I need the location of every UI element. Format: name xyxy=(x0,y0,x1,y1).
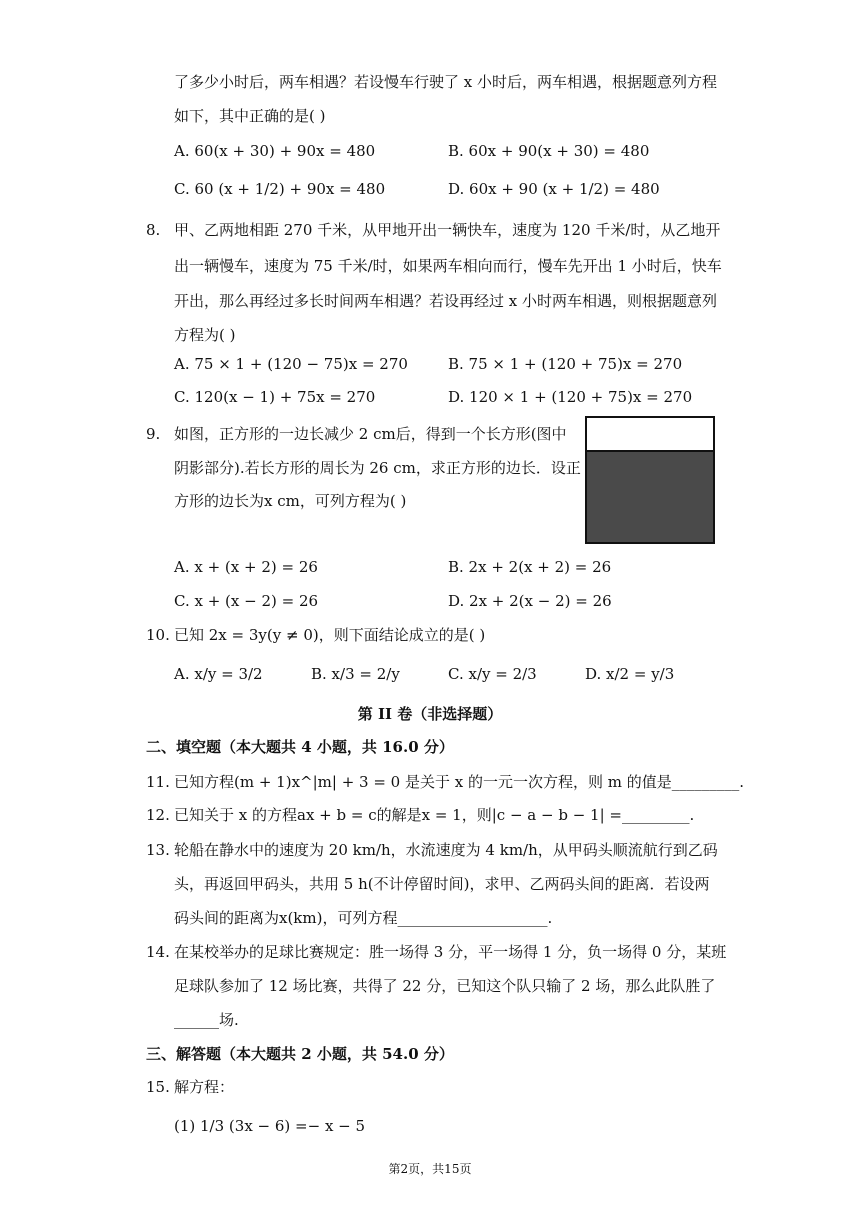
part2-title: 第 II 卷（非选择题） xyxy=(357,705,503,723)
q8-text-line1: 甲、乙两地相距 270 千米，从甲地开出一辆快车，速度为 120 千米/时，从乙地开 xyxy=(174,221,721,239)
q8-text-line4: 方程为( ) xyxy=(174,326,236,344)
q10-text-line1: 已知 2x = 3y(y ≠ 0)，则下面结论成立的是( ) xyxy=(174,626,486,644)
q9-number: 9. xyxy=(146,425,161,443)
q12-text: 已知关于 x 的方程ax + b = c的解是x = 1，则|c − a − b − 1| =_________. xyxy=(174,806,695,824)
q13-text-line2: 头，再返回甲码头，共用 5 h(不计停留时间)，求甲、乙两码头间的距离．若设两 xyxy=(174,875,710,893)
q11-text: 已知方程(m + 1)x^|m| + 3 = 0 是关于 x 的一元一次方程，则 m 的值是_________. xyxy=(174,773,745,791)
q9-text-line3: 方形的边长为x cm，可列方程为( ) xyxy=(174,492,407,510)
q14-text-line1: 在某校举办的足球比赛规定：胜一场得 3 分，平一场得 1 分，负一场得 0 分，某班 xyxy=(174,943,727,961)
q8-text-line2: 出一辆慢车，速度为 75 千米/时，如果两车相向而行，慢车先开出 1 小时后，快车 xyxy=(174,257,722,275)
q14-number: 14. xyxy=(146,943,170,961)
q8-option-b: B. 75 × 1 + (120 + 75)x = 270 xyxy=(448,355,683,373)
q13-text-line1: 轮船在静水中的速度为 20 km/h，水流速度为 4 km/h，从甲码头顺流航行到乙码 xyxy=(174,841,718,859)
q7-text-line2: 如下，其中正确的是( ) xyxy=(174,107,326,125)
q8-option-a: A. 75 × 1 + (120 − 75)x = 270 xyxy=(174,355,408,373)
q9-text-line2: 阴影部分).若长方形的周长为 26 cm，求正方形的边长．设正 xyxy=(174,459,581,477)
section2-heading: 二、填空题（本大题共 4 小题，共 16.0 分） xyxy=(146,738,454,756)
q14-text-line2: 足球队参加了 12 场比赛，共得了 22 分，已知这个队只输了 2 场，那么此队胜了 xyxy=(174,977,716,995)
q13-text-line3: 码头间的距离为x(km)，可列方程____________________. xyxy=(174,909,553,927)
q15-text-line1: 解方程： xyxy=(174,1078,235,1096)
q7-option-c: C. 60 (x + 1/2) + 90x = 480 xyxy=(174,180,386,198)
q8-text-line3: 开出，那么再经过多长时间两车相遇？若设再经过 x 小时两车相遇，则根据题意列 xyxy=(174,292,717,310)
q7-option-a: A. 60(x + 30) + 90x = 480 xyxy=(174,142,376,160)
q8-option-d: D. 120 × 1 + (120 + 75)x = 270 xyxy=(448,388,693,406)
q9-option-c: C. x + (x − 2) = 26 xyxy=(174,592,319,610)
q7-text-line1: 了多少小时后，两车相遇？若设慢车行驶了 x 小时后，两车相遇，根据题意列方程 xyxy=(174,73,717,91)
square-figure xyxy=(585,416,715,544)
q9-option-a: A. x + (x + 2) = 26 xyxy=(174,558,318,576)
q10-option-d: D. x/2 = y/3 xyxy=(585,665,675,683)
q9-text-line1: 如图，正方形的一边长减少 2 cm后，得到一个长方形(图中 xyxy=(174,425,567,443)
q15-equation-1: (1) 1/3 (3x − 6) =− x − 5 xyxy=(174,1117,366,1135)
shaded-rectangle xyxy=(587,450,713,542)
q7-option-d: D. 60x + 90 (x + 1/2) = 480 xyxy=(448,180,660,198)
q14-text-line3: ______场. xyxy=(174,1011,239,1029)
q11-number: 11. xyxy=(146,773,170,791)
q10-option-c: C. x/y = 2/3 xyxy=(448,665,537,683)
q7-option-b: B. 60x + 90(x + 30) = 480 xyxy=(448,142,650,160)
section3-heading: 三、解答题（本大题共 2 小题，共 54.0 分） xyxy=(146,1045,454,1063)
page-footer: 第2页，共15页 xyxy=(388,1162,472,1176)
q12-number: 12. xyxy=(146,806,170,824)
q8-option-c: C. 120(x − 1) + 75x = 270 xyxy=(174,388,376,406)
q15-number: 15. xyxy=(146,1078,170,1096)
q10-number: 10. xyxy=(146,626,170,644)
q10-option-b: B. x/3 = 2/y xyxy=(311,665,400,683)
q8-number: 8. xyxy=(146,221,161,239)
q13-number: 13. xyxy=(146,841,170,859)
q9-option-d: D. 2x + 2(x − 2) = 26 xyxy=(448,592,612,610)
q10-option-a: A. x/y = 3/2 xyxy=(174,665,263,683)
q9-option-b: B. 2x + 2(x + 2) = 26 xyxy=(448,558,612,576)
